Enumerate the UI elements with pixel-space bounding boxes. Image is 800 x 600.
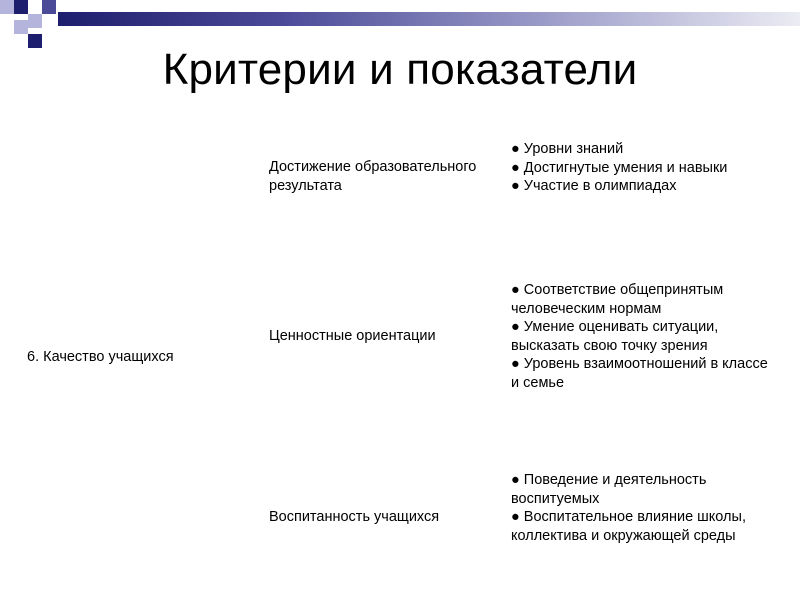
list-item: ● Участие в олимпиадах: [511, 178, 677, 194]
decor-gradient-bar: [58, 12, 800, 26]
indicator-list-1: [511, 140, 771, 196]
indicator-row-3: Воспитанность учащихся: [269, 509, 440, 525]
indicator-row-2: Ценностные ориентации: [269, 328, 436, 344]
decor-square: [14, 0, 28, 14]
list-item: ● Поведение и деятельность воспитуемых: [511, 472, 707, 507]
indicator-list-2: [511, 281, 771, 392]
list-item: ● Воспитательное влияние школы, коллектива и окружающей среды: [511, 509, 746, 544]
indicator-row-1: Достижение образовательного результата: [269, 159, 477, 194]
decor-square: [14, 20, 28, 34]
decor-square: [28, 14, 42, 28]
list-item: ● Уровень взаимоотношений в классе и семье: [511, 356, 768, 391]
list-item: ● Соответствие общепринятым человеческим нормам: [511, 282, 724, 317]
page-title: Критерии и показатели: [162, 45, 638, 94]
list-item: ● Достигнутые умения и навыки: [511, 159, 728, 176]
decor-square: [0, 0, 14, 14]
indicator-list-3: [511, 471, 771, 545]
criterion-label: 6. Качество учащихся: [27, 349, 174, 365]
list-item: ● Умение оценивать ситуации, высказать свою точку зрения: [511, 319, 719, 354]
list-item: ● Уровни знаний: [511, 141, 624, 157]
decor-square: [42, 0, 56, 14]
